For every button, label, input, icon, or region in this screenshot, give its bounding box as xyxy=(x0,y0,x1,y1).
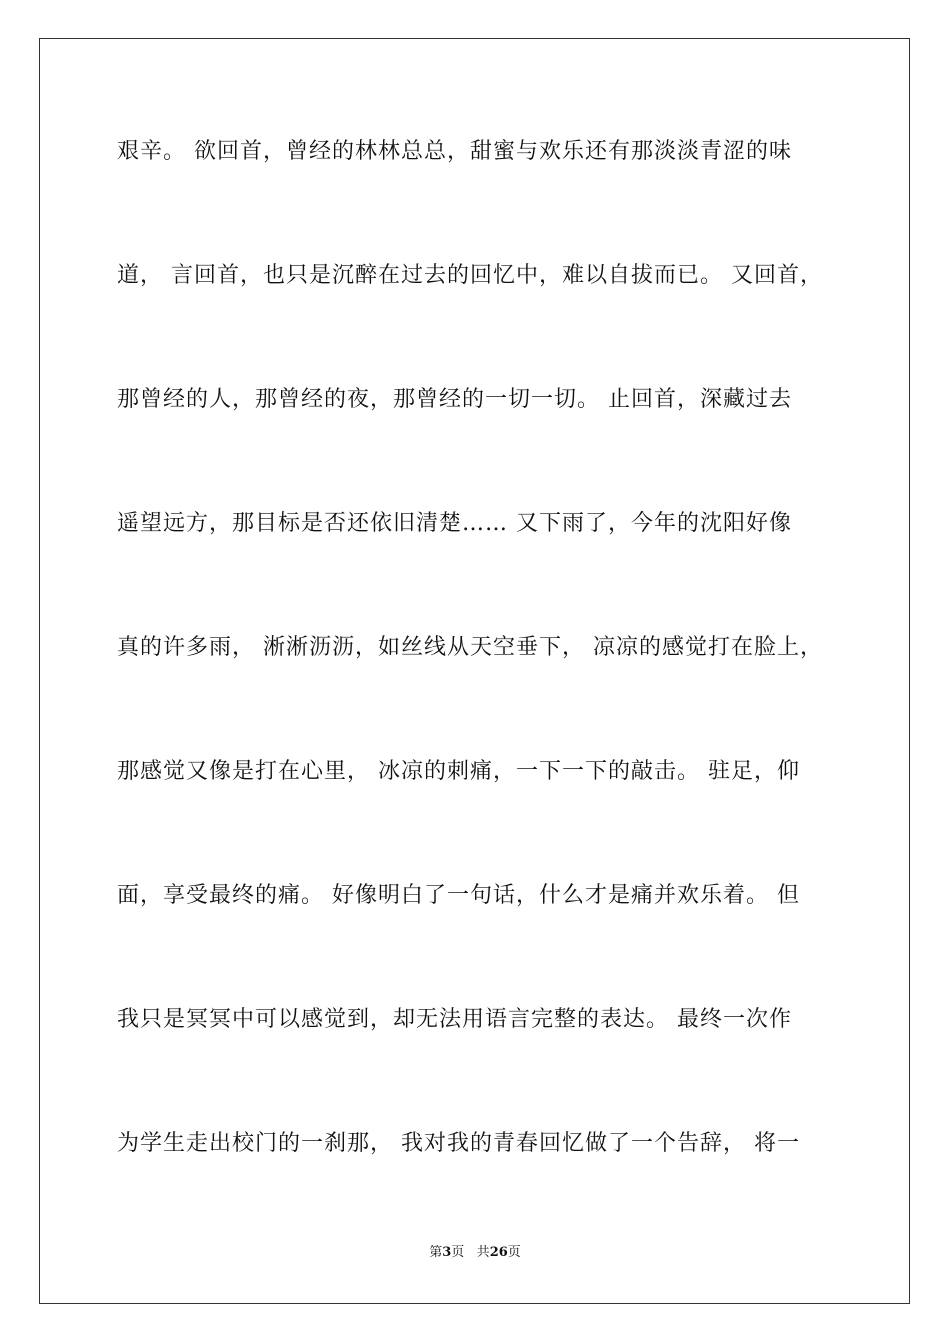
body-text-line-8: 我只是冥冥中可以感觉到，却无法用语言完整的表达。 最终一次作 xyxy=(117,1007,792,1032)
body-text-line-5: 真的许多雨， 淅淅沥沥，如丝线从天空垂下， 凉凉的感觉打在脸上， xyxy=(117,635,823,660)
total-suffix: 页 xyxy=(507,1245,521,1260)
page-footer xyxy=(0,1244,950,1262)
body-text-line-3: 那曾经的人，那曾经的夜，那曾经的一切一切。 止回首，深藏过去 xyxy=(117,387,792,412)
page-number: 3 xyxy=(442,1245,452,1260)
body-text-line-9: 为学生走出校门的一刹那， 我对我的青春回忆做了一个告辞， 将一 xyxy=(117,1131,800,1156)
body-text-line-1: 艰辛。 欲回首，曾经的林林总总，甜蜜与欢乐还有那淡淡青涩的味 xyxy=(117,139,792,164)
page-suffix: 页 xyxy=(451,1245,465,1260)
total-prefix: 共 xyxy=(476,1245,490,1260)
page-prefix: 第 xyxy=(429,1245,443,1260)
body-text-line-6: 那感觉又像是打在心里， 冰凉的刺痛，一下一下的敲击。 驻足，仰 xyxy=(117,759,800,784)
page-border xyxy=(39,38,910,1304)
body-text-line-4: 遥望远方，那目标是否还依旧清楚…… 又下雨了，今年的沈阳好像 xyxy=(117,511,792,536)
body-text-line-2: 道， 言回首，也只是沉醉在过去的回忆中，难以自拔而已。 又回首， xyxy=(117,263,823,288)
total-pages: 26 xyxy=(489,1245,508,1260)
body-text-line-7: 面，享受最终的痛。 好像明白了一句话，什么才是痛并欢乐着。 但 xyxy=(117,883,800,908)
